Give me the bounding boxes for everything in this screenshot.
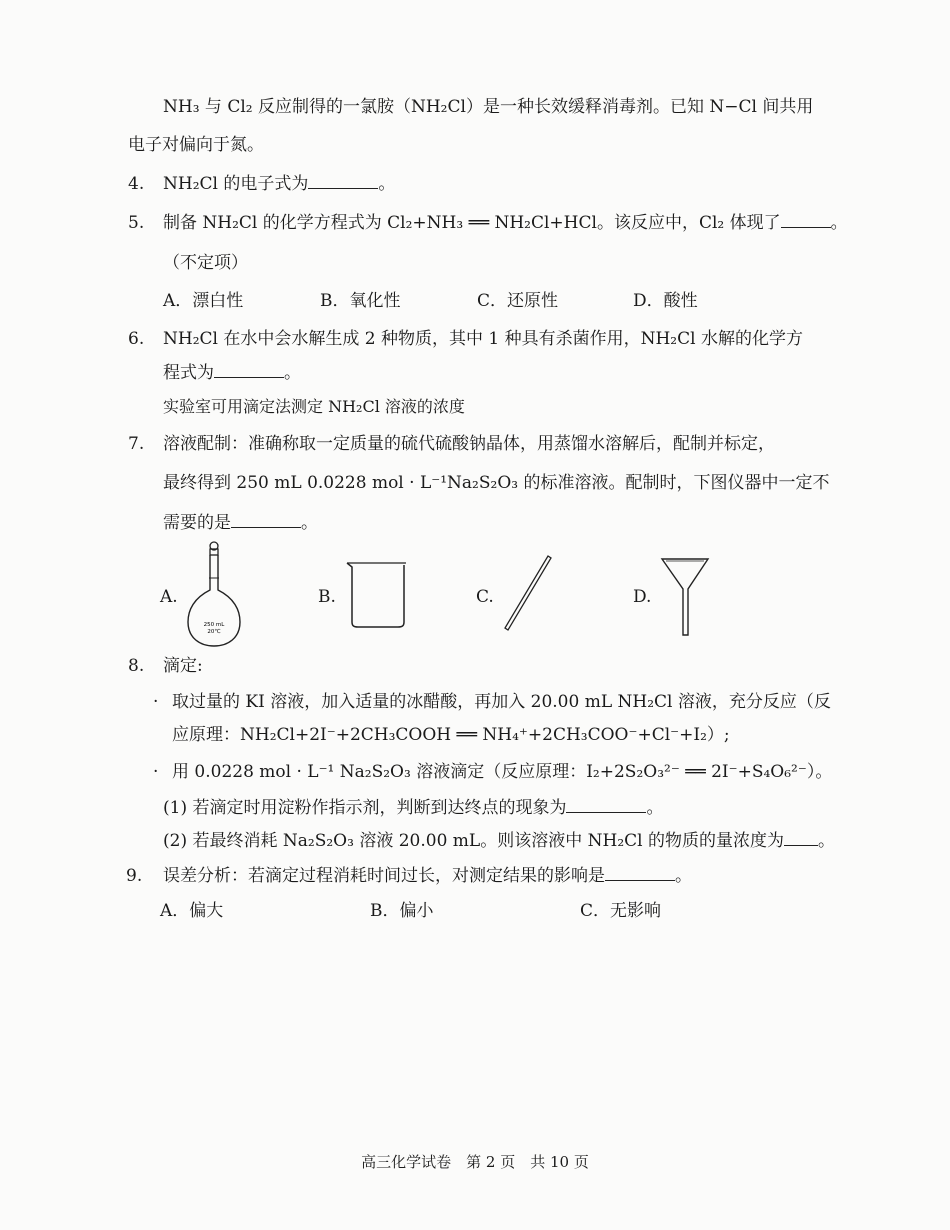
beaker-icon <box>344 560 410 630</box>
q8-number: 8. <box>128 656 145 676</box>
q9-option-b[interactable]: B．偏小 <box>370 901 434 921</box>
q6-number: 6. <box>128 329 145 349</box>
q8-b1-line-2: 应原理：NH₂Cl+2I⁻+2CH₃COOH ══ NH₄⁺+2CH₃COO⁻+Cl⁻+I₂）; <box>172 725 730 745</box>
q7-option-b[interactable]: B. <box>318 587 336 607</box>
q6-end: 。 <box>284 363 301 383</box>
q8-sub-2-end: 。 <box>817 831 835 851</box>
q4-answer-blank[interactable] <box>308 172 378 189</box>
q8-sub-1-prompt: (1) 若滴定时用淀粉作指示剂，判断到达终点的现象为 <box>163 798 567 818</box>
q7-prompt: 需要的是 <box>163 513 231 533</box>
q5-end: 。 <box>830 213 848 233</box>
q4-end: 。 <box>378 174 396 194</box>
q8-b1-line-1: 取过量的 KI 溶液，加入适量的冰醋酸，再加入 20.00 mL NH₂Cl 溶液，充分反应（反 <box>172 692 831 712</box>
q8-bullet-2: · <box>153 762 159 782</box>
q5-option-d[interactable]: D．酸性 <box>633 291 698 311</box>
flask-label-volume: 250 mL <box>203 622 225 628</box>
q7-line-1: 溶液配制：准确称取一定质量的硫代硫酸钠晶体，用蒸馏水溶解后，配制并标定， <box>163 434 775 454</box>
q7-answer-blank[interactable] <box>231 511 301 528</box>
q8-bullet-1: · <box>153 692 159 712</box>
q7-line-2: 最终得到 250 mL 0.0228 mol · L⁻¹Na₂S₂O₃ 的标准溶液。配制时，下图仪器中一定不 <box>163 473 830 493</box>
q7-option-d[interactable]: D. <box>633 587 652 607</box>
page-footer: 高三化学试卷 第 2 页 共 10 页 <box>361 1153 589 1171</box>
q8-sub-1-end: 。 <box>646 798 664 818</box>
q4-prompt: NH₂Cl 的电子式为 <box>163 174 309 194</box>
q9-answer-blank[interactable] <box>605 864 675 881</box>
q7-line-3 <box>163 511 318 535</box>
q8-b2: 用 0.0228 mol · L⁻¹ Na₂S₂O₃ 溶液滴定（反应原理：I₂+2S₂O₃²⁻ ══ 2I⁻+S₄O₆²⁻）。 <box>172 762 833 782</box>
q8-sub-1-answer-blank[interactable] <box>566 796 646 813</box>
q8-title: 滴定: <box>163 656 203 676</box>
flask-label-temp: 20℃ <box>207 629 221 635</box>
q5-option-a[interactable]: A．漂白性 <box>163 291 244 311</box>
q9-option-c[interactable]: C．无影响 <box>580 901 662 921</box>
q8-sub-2-prompt: (2) 若最终消耗 Na₂S₂O₃ 溶液 20.00 mL。则该溶液中 NH₂Cl 的物质的量浓度为 <box>163 831 784 851</box>
q5-text <box>163 211 848 235</box>
q7-end: 。 <box>301 513 318 533</box>
q9-end: 。 <box>675 866 692 886</box>
funnel-icon <box>660 555 710 639</box>
q9-option-a[interactable]: A．偏大 <box>160 901 224 921</box>
q6-prompt: 程式为 <box>163 363 214 383</box>
q8-sub-2-answer-blank[interactable] <box>784 829 818 846</box>
q6-line-1: NH₂Cl 在水中会水解生成 2 种物质，其中 1 种具有杀菌作用，NH₂Cl 水解的化学方 <box>163 329 803 349</box>
q9-number: 9. <box>126 866 143 886</box>
intro-line-2: 电子对偏向于氮。 <box>128 135 264 155</box>
volumetric-flask-icon <box>186 540 242 650</box>
q5-option-c[interactable]: C．还原性 <box>477 291 559 311</box>
q5-option-b[interactable]: B．氧化性 <box>320 291 401 311</box>
q4-text <box>163 172 395 196</box>
q6-line-2 <box>163 361 301 385</box>
q7-option-c[interactable]: C. <box>476 587 494 607</box>
q5-number: 5. <box>128 213 145 233</box>
q4-number: 4. <box>128 174 145 194</box>
q5-note: （不定项） <box>163 253 248 273</box>
q7-option-a[interactable]: A. <box>160 587 178 607</box>
q5-prompt: 制备 NH₂Cl 的化学方程式为 Cl₂+NH₃ ══ NH₂Cl+HCl。该反应中，Cl₂ 体现了 <box>163 213 781 233</box>
q7-number: 7. <box>128 434 145 454</box>
q5-answer-blank[interactable] <box>781 211 831 228</box>
q8-sub-2 <box>163 829 835 853</box>
q9-prompt: 误差分析：若滴定过程消耗时间过长，对测定结果的影响是 <box>163 866 605 886</box>
glass-rod-icon <box>502 553 554 633</box>
q8-sub-1 <box>163 796 663 820</box>
q6-answer-blank[interactable] <box>214 361 284 378</box>
section-note: 实验室可用滴定法测定 NH₂Cl 溶液的浓度 <box>163 397 465 416</box>
intro-line-1: NH₃ 与 Cl₂ 反应制得的一氯胺（NH₂Cl）是一种长效缓释消毒剂。已知 N−Cl 间共用 <box>163 97 814 117</box>
q9-text <box>163 864 692 888</box>
